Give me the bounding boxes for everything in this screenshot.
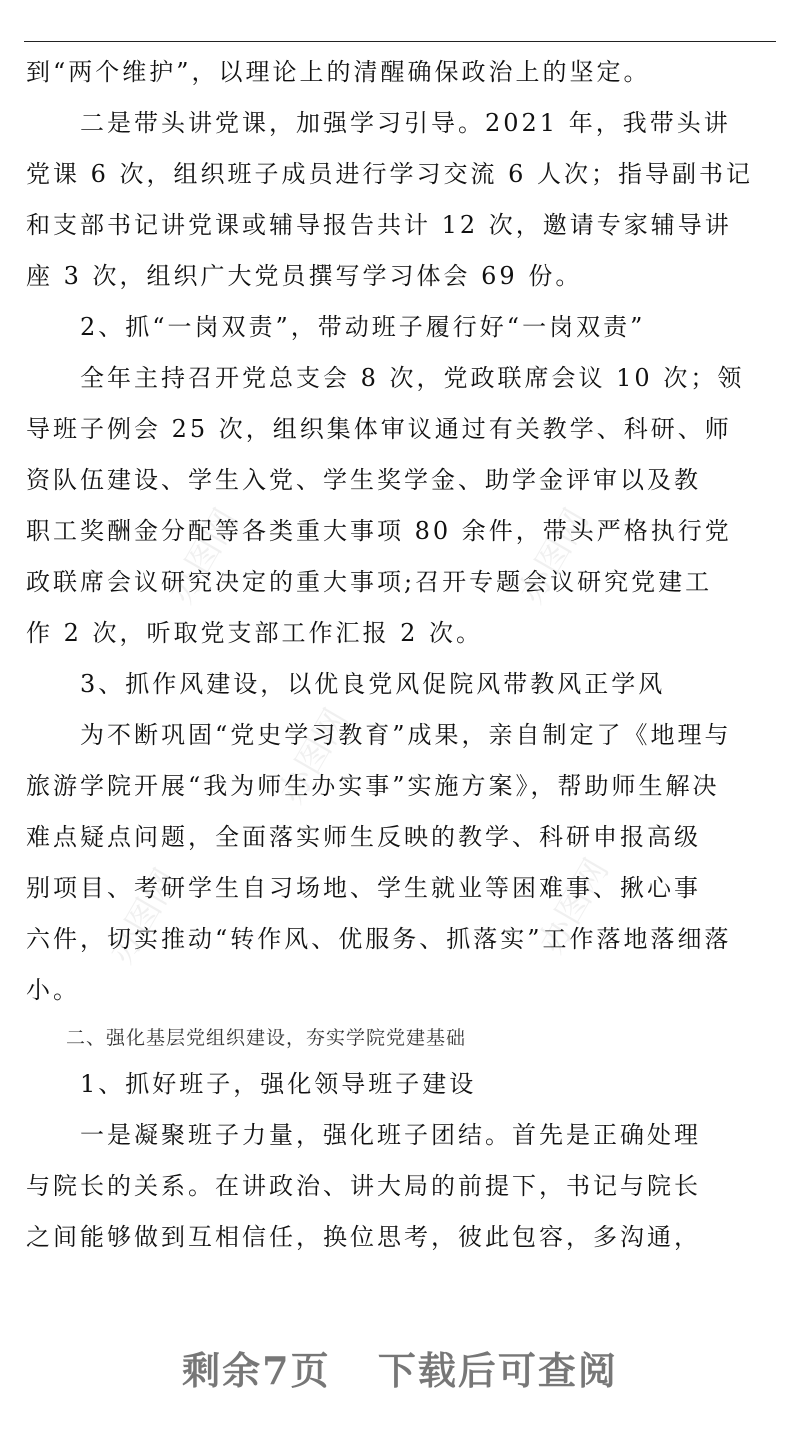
remaining-pages-text: 剩余7页 <box>182 1348 331 1393</box>
watermark-3: 办图网 <box>271 702 357 811</box>
body-line: 政联席会议研究决定的重大事项;召开专题会议研究党建工 <box>26 568 713 596</box>
body-line: 旅游学院开展“我为师生办实事”实施方案》，帮助师生解决 <box>26 772 720 800</box>
body-line: 二是带头讲党课，加强学习引导。2021 年，我带头讲 <box>26 109 731 137</box>
download-to-view-text: 下载后可查阅 <box>377 1348 618 1393</box>
chapter-heading: 二、强化基层党组织建设，夯实学院党建基础 <box>26 1027 467 1049</box>
section-heading: 3、抓作风建设，以优良党风促院风带教风正学风 <box>26 670 666 698</box>
watermark-4: 办图网 <box>101 862 187 971</box>
body-line: 职工奖酬金分配等各类重大事项 80 余件，带头严格执行党 <box>26 517 732 545</box>
body-line: 难点疑点问题，全面落实师生反映的教学、科研申报高级 <box>26 823 701 851</box>
body-line: 党课 6 次，组织班子成员进行学习交流 6 人次；指导副书记 <box>26 160 754 188</box>
watermark-2: 办图网 <box>511 502 597 611</box>
body-line: 座 3 次，组织广大党员撰写学习体会 69 份。 <box>26 262 583 290</box>
body-line: 作 2 次，听取党支部工作汇报 2 次。 <box>26 619 484 647</box>
body-line: 与院长的关系。在讲政治、讲大局的前提下，书记与院长 <box>26 1172 701 1200</box>
body-line: 资队伍建设、学生入党、学生奖学金、助学金评审以及教 <box>26 466 701 494</box>
section-heading: 2、抓“一岗双责”，带动班子履行好“一岗双责” <box>26 313 646 341</box>
body-line: 小。 <box>26 976 80 1004</box>
section-heading: 1、抓好班子，强化领导班子建设 <box>26 1070 477 1098</box>
body-line: 之间能够做到互相信任，换位思考，彼此包容，多沟通， <box>26 1223 701 1251</box>
body-line: 到“两个维护”，以理论上的清醒确保政治上的坚定。 <box>26 58 651 86</box>
remaining-pages-banner[interactable] <box>0 1340 800 1395</box>
header-rule <box>24 41 776 42</box>
body-line: 导班子例会 25 次，组织集体审议通过有关教学、科研、师 <box>26 415 732 443</box>
watermark-1: 办图网 <box>161 502 247 611</box>
body-line: 一是凝聚班子力量，强化班子团结。首先是正确处理 <box>26 1121 701 1149</box>
watermark-5: 办图网 <box>531 852 617 961</box>
body-line: 和支部书记讲党课或辅导报告共计 12 次，邀请专家辅导讲 <box>26 211 732 239</box>
body-line: 全年主持召开党总支会 8 次，党政联席会议 10 次；领 <box>26 364 745 392</box>
body-line: 为不断巩固“党史学习教育”成果，亲自制定了《地理与 <box>26 721 732 749</box>
body-line: 别项目、考研学生自习场地、学生就业等困难事、揪心事 <box>26 874 701 902</box>
body-line: 六件，切实推动“转作风、优服务、抓落实”工作落地落细落 <box>26 925 732 953</box>
